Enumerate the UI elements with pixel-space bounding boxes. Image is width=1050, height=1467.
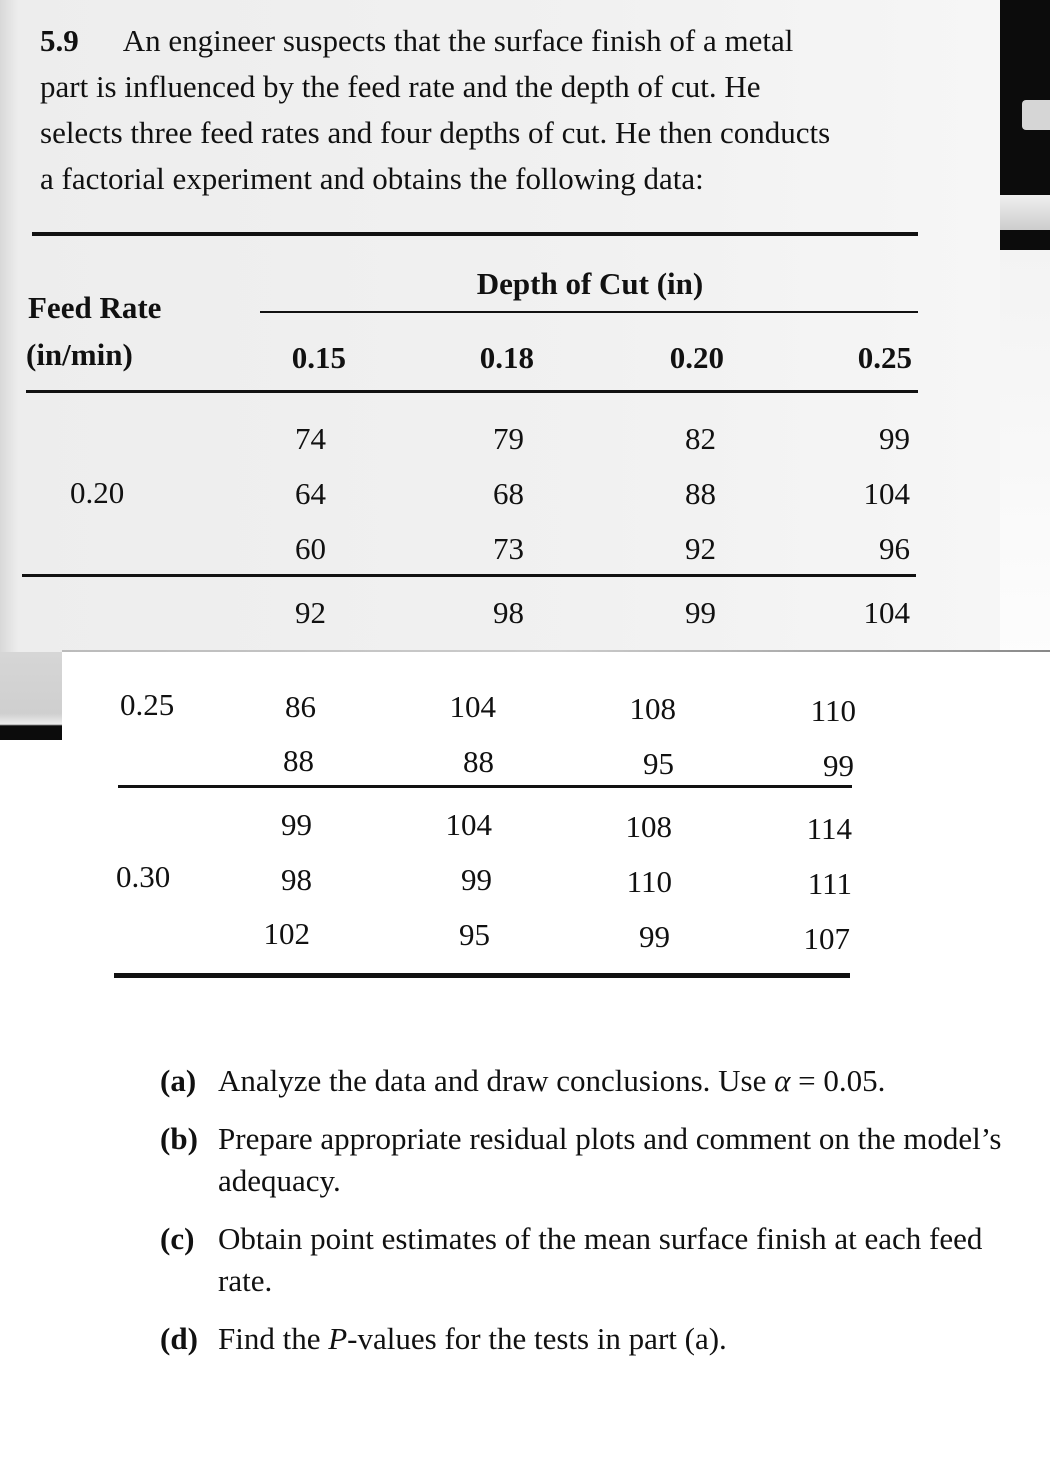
question-label: (b)	[160, 1121, 198, 1156]
table-cell: 95	[459, 917, 490, 952]
table-cell: 92	[685, 531, 716, 566]
problem-number: 5.9	[40, 23, 79, 58]
table-cell: 99	[461, 862, 492, 897]
table-cell: 110	[626, 864, 672, 899]
question-label: (c)	[160, 1221, 195, 1256]
table-cell: 99	[823, 748, 854, 783]
table-cell: 104	[863, 595, 910, 630]
table-cell: 64	[295, 476, 326, 511]
column-header-0.15: 0.15	[291, 340, 346, 375]
question-d: (d) Find the P-values for the tests in part (a).	[160, 1318, 1030, 1360]
table-cell: 60	[295, 531, 326, 566]
group-divider-rule-1	[22, 574, 916, 577]
table-bottom-rule	[114, 973, 850, 978]
scanner-edge-dark-band	[1000, 230, 1050, 250]
table-cell: 104	[449, 689, 496, 724]
scanner-edge-tab	[1022, 100, 1050, 130]
row-header-line-2: (in/min)	[26, 337, 133, 372]
question-label: (d)	[160, 1321, 198, 1356]
table-cell: 111	[807, 866, 852, 901]
table-cell: 68	[493, 476, 524, 511]
table-cell: 98	[493, 595, 524, 630]
column-group-rule	[260, 311, 918, 313]
table-cell: 74	[295, 421, 326, 456]
problem-line-2: part is influenced by the feed rate and the depth of cut. He	[40, 69, 761, 104]
table-cell: 110	[810, 693, 856, 728]
table-cell: 108	[629, 691, 676, 726]
table-cell: 102	[263, 916, 310, 951]
table-cell: 99	[685, 595, 716, 630]
table-cell: 107	[803, 921, 850, 956]
problem-line-3: selects three feed rates and four depths of cut. He then conducts	[40, 115, 831, 150]
feed-rate-label: 0.25	[120, 687, 175, 722]
question-b: (b) Prepare appropriate residual plots and comment on the model’s adequacy.	[160, 1118, 1030, 1202]
table-cell: 73	[493, 531, 524, 566]
table-cell: 99	[281, 807, 312, 842]
alpha-symbol: α	[774, 1063, 791, 1098]
table-cell: 114	[806, 811, 852, 846]
table-cell: 98	[281, 862, 312, 897]
table-cell: 88	[283, 743, 314, 778]
table-cell: 104	[863, 476, 910, 511]
table-cell: 88	[463, 744, 494, 779]
row-header-line-1: Feed Rate	[28, 290, 162, 325]
table-cell: 99	[639, 919, 670, 954]
left-scan-shadow	[0, 652, 62, 740]
question-list	[160, 1060, 1030, 1376]
table-cell: 99	[879, 421, 910, 456]
problem-line-1: 5.9 An engineer suspects that the surface finish of a metal	[40, 23, 794, 58]
table-cell: 95	[643, 746, 674, 781]
table-cell: 79	[493, 421, 524, 456]
column-group-header: Depth of Cut (in)	[476, 266, 704, 301]
feed-rate-label: 0.30	[116, 859, 171, 894]
scanner-edge-dark	[1000, 0, 1050, 195]
question-a: (a) Analyze the data and draw conclusions. Use α = 0.05.	[160, 1060, 1030, 1102]
scanner-edge-gradient	[1000, 195, 1050, 235]
column-header-0.20: 0.20	[669, 340, 724, 375]
p-symbol: P	[328, 1321, 348, 1356]
problem-statement	[40, 18, 952, 202]
feed-rate-label: 0.20	[70, 475, 125, 510]
problem-line-4: a factorial experiment and obtains the following data:	[40, 161, 704, 196]
column-header-0.25: 0.25	[857, 340, 912, 375]
left-margin	[0, 740, 62, 1467]
table-cell: 82	[685, 421, 716, 456]
header-bottom-rule	[26, 390, 918, 393]
table-cell: 96	[879, 531, 910, 566]
table-cell: 104	[445, 807, 492, 842]
question-c: (c) Obtain point estimates of the mean surface finish at each feed rate.	[160, 1218, 1030, 1302]
table-cell: 88	[685, 476, 716, 511]
table-cell: 108	[625, 809, 672, 844]
scanner-edge-light	[1000, 250, 1050, 660]
table-cell: 92	[295, 595, 326, 630]
table-top-rule	[32, 232, 918, 236]
column-header-0.18: 0.18	[479, 340, 534, 375]
group-divider-rule-2	[118, 785, 852, 788]
table-cell: 86	[285, 689, 316, 724]
question-label: (a)	[160, 1063, 197, 1098]
